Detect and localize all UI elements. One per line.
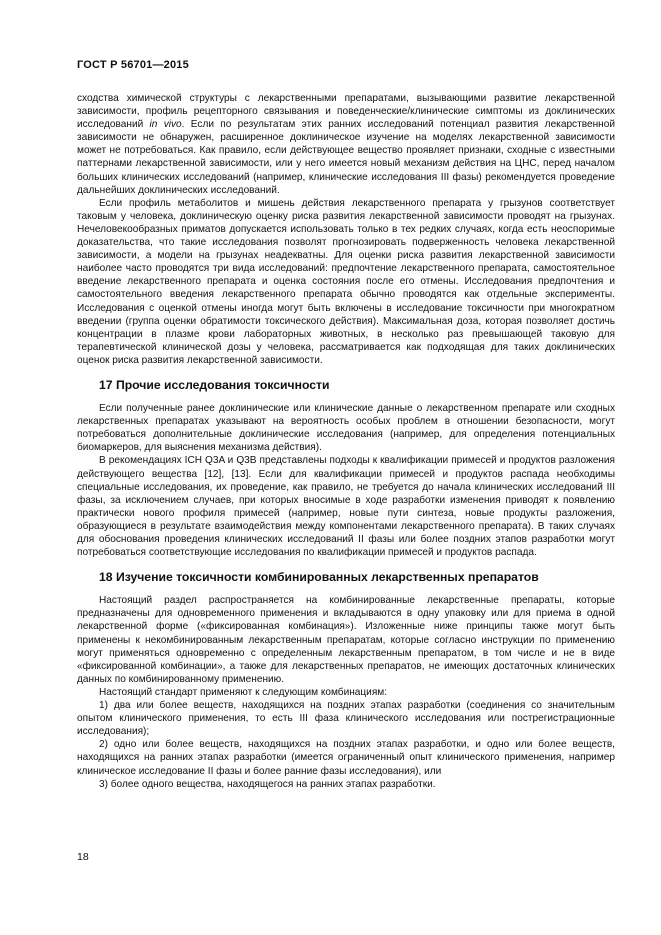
section-17-paragraph-1: Если полученные ранее доклинические или клинические данные о лекарственном препарате или сходных лекарственных препаратах указывают на вероятность особых проблем в отношении безопасности, могут потребоваться дополнительные доклинические исследования (например, для определения потенциальных биомаркеров, для выяснения механизма действия).: [77, 403, 615, 454]
section-18-list-item-2: 2) одно или более веществ, находящихся на поздних этапах разработки, и одно или более веществ, находящихся на ранних этапах разработки (имеется ограниченный опыт клинического применения, например клиническое исследование II фазы и более ранние фазы исследования), или: [77, 739, 615, 777]
section-17-paragraph-2: В рекомендациях ICH Q3A и Q3B представлены подходы к квалификации примесей и продуктов разложения действующего вещества [12], [13]. Если для квалификации примесей и продуктов распада необходимы специальные исследования, их проведение, как правило, не требуется до начала клинических исследований III фазы, за исключением случаев, при которых вносимые в ходе разработки изменения приводят к появлению практически нового профиля примесей (например, новые пути синтеза, новые продукты разложения, образующиеся в результате взаимодействия между компонентами лекарственного препарата). В таких случаях для обоснования проведения клинических исследований II фазы или более поздних этапов разработки могут потребоваться соответствующие исследования по квалификации примесей и продуктов распада.: [77, 455, 615, 559]
section-18-paragraph-1: Настоящий раздел распространяется на комбинированные лекарственные препараты, которые предназначены для одновременного применения и вкладываются в одну упаковку или для приема в одной лекарственной форме («фиксированная комбинация»). Изложенные ниже принципы также могут быть применены к некомбинированным лекарственным препаратам, которые согласно инструкции по применению могут применяться одновременно с определенным лекарственным препаратом, в том числе и не в виде «фиксированной комбинации», а также для лекарственных препаратов, не имеющих достаточных клинических данных по комбинированному применению.: [77, 595, 615, 685]
paragraph-intro-italic: in vivo: [149, 119, 182, 131]
section-18-list-item-1: 1) два или более веществ, находящихся на поздних этапах разработки (соединения со значительным опытом клинического применения, то есть III фаза клинического исследования или пострегистрационные исследования);: [77, 700, 615, 738]
paragraph-intro-part1: сходства химической структуры с лекарственными препаратами, вызывающими развитие лекарственной зависимости, профиль рецепторного связывания и поведенческие/клинические симптомы из доклинических исследований: [77, 93, 615, 131]
document-body: [77, 92, 615, 791]
paragraph-intro: [77, 92, 615, 197]
section-18-paragraph-2: Настоящий стандарт применяют к следующим комбинациям:: [99, 686, 388, 698]
section-18-list-item-3: 3) более одного вещества, находящегося на ранних этапах разработки.: [99, 778, 436, 790]
document-header: ГОСТ Р 56701—2015: [77, 59, 189, 71]
page-number: 18: [77, 851, 89, 863]
section-18-title: 18 Изучение токсичности комбинированных лекарственных препаратов: [99, 570, 539, 585]
section-17-title: 17 Прочие исследования токсичности: [99, 377, 330, 392]
paragraph-rodents: Если профиль метаболитов и мишень действия лекарственного препарата у грызунов соответствует таковым у человека, доклиническую оценку риска развития лекарственной зависимости проводят на грызунах. Нечеловекообразных приматов допускается использовать только в тех редких случаях, когда есть неоспоримые доказательства, что такие исследования позволят прогнозировать подверженность человека лекарственной зависимости, а модели на грызунах неадекватны. Для оценки риска развития лекарственной зависимости наиболее часто проводятся три вида исследований: предпочтение лекарственного препарата, самостоятельное введение лекарственного препарата и оценка состояния после его отмены. Исследования предпочтения и самостоятельного введения лекарственного препарата обычно проводятся как отдельные эксперименты. Исследования с оценкой отмены иногда могут быть включены в исследование токсичности при многократном введении (группа оценки обратимости токсического действия). Максимальная доза, которая позволяет достичь концентрации в плазме крови лабораторных животных, в несколько раз превышающей таковую для терапевтической клинической дозы у человека, рассматривается как подходящая для таких доклинических оценок риска развития лекарственной зависимости.: [77, 197, 615, 366]
paragraph-intro-part2: . Если по результатам этих ранних исследований потенциал развития лекарственной зависимости не обнаружен, расширенное доклиническое изучение на моделях лекарственной зависимости может не потребоваться. Как правило, если действующее вещество проявляет признаки, сходные с известными паттернами лекарственной зависимости, или у него имеется новый механизм действия на ЦНС, перед началом больших клинических исследований (например, клинические исследования III фазы) рекомендуется проведение дальнейших доклинических исследований.: [77, 119, 615, 196]
